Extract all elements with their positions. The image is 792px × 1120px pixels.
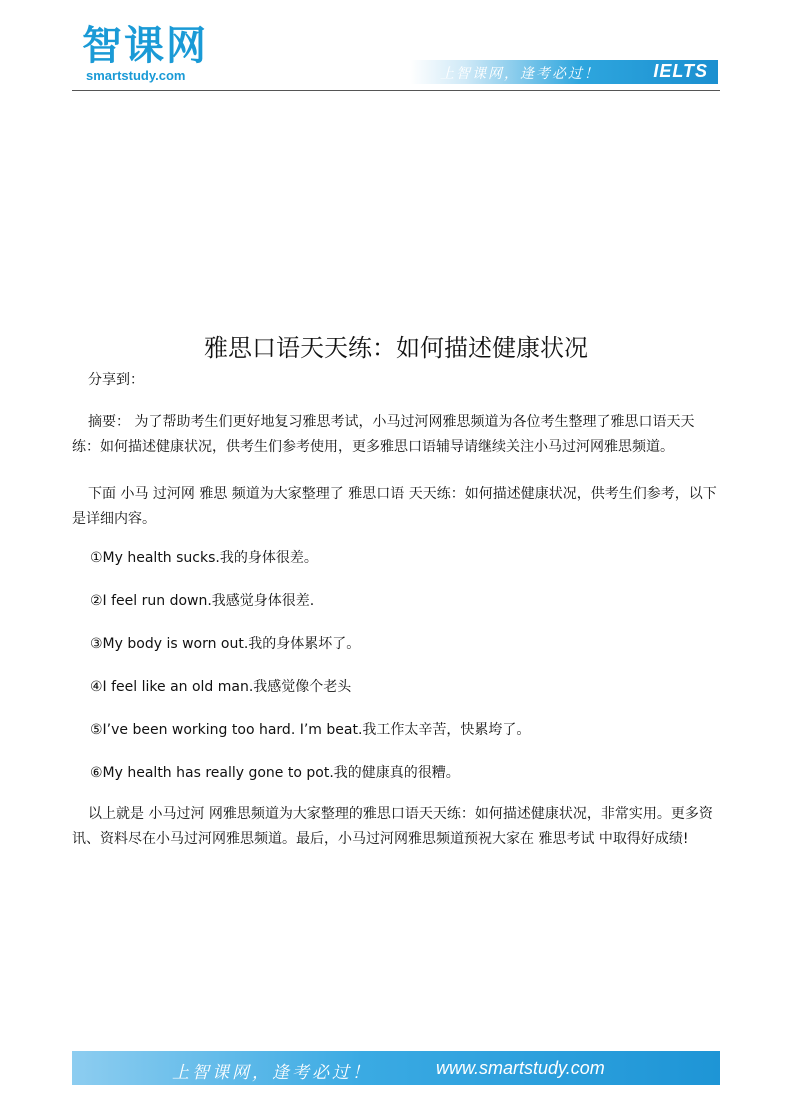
phrase-item-4: ④I feel like an old man.我感觉像个老头	[90, 679, 352, 695]
footer-banner	[72, 1051, 720, 1085]
article-title: 雅思口语天天练：如何描述健康状况	[204, 334, 588, 362]
phrase-item-6: ⑥My health has really gone to pot.我的健康真的很糟。	[90, 765, 460, 781]
phrase-item-1: ①My health sucks.我的身体很差。	[90, 550, 318, 566]
phrase-item-5: ⑤I’ve been working too hard. I’m beat.我工作太辛苦，快累垮了。	[90, 722, 531, 738]
logo-chinese-text: 智课网	[82, 23, 208, 69]
intro-paragraph: 下面 小马 过河网 雅思 频道为大家整理了 雅思口语 天天练：如何描述健康状况，供考生们参考，以下是详细内容。	[72, 486, 717, 527]
header-slogan: 上智课网，逢考必过！	[440, 66, 600, 82]
phrase-item-3: ③My body is worn out.我的身体累坏了。	[90, 636, 361, 652]
conclusion-paragraph: 以上就是 小马过河 网雅思频道为大家整理的雅思口语天天练：如何描述健康状况，非常实用。更多资讯、资料尽在小马过河网雅思频道。最后，小马过河网雅思频道预祝大家在 雅思考试 中取得好成绩!	[72, 806, 713, 847]
header-divider	[72, 90, 720, 91]
phrase-item-2: ②I feel run down.我感觉身体很差.	[90, 593, 315, 609]
smartstudy-logo	[80, 24, 240, 84]
footer-url-link[interactable]: www.smartstudy.com	[436, 1058, 605, 1078]
abstract-paragraph: 摘要： 为了帮助考生们更好地复习雅思考试，小马过河网雅思频道为各位考生整理了雅思口语天天练：如何描述健康状况，供考生们参考使用，更多雅思口语辅导请继续关注小马过河网雅思频道。	[72, 414, 695, 455]
header-banner	[410, 60, 718, 84]
footer-slogan: 上智课网，逢考必过！	[172, 1063, 372, 1083]
header-exam-label: IELTS	[653, 61, 708, 81]
logo-domain-text: smartstudy.com	[86, 68, 186, 83]
share-label: 分享到：	[88, 372, 144, 388]
